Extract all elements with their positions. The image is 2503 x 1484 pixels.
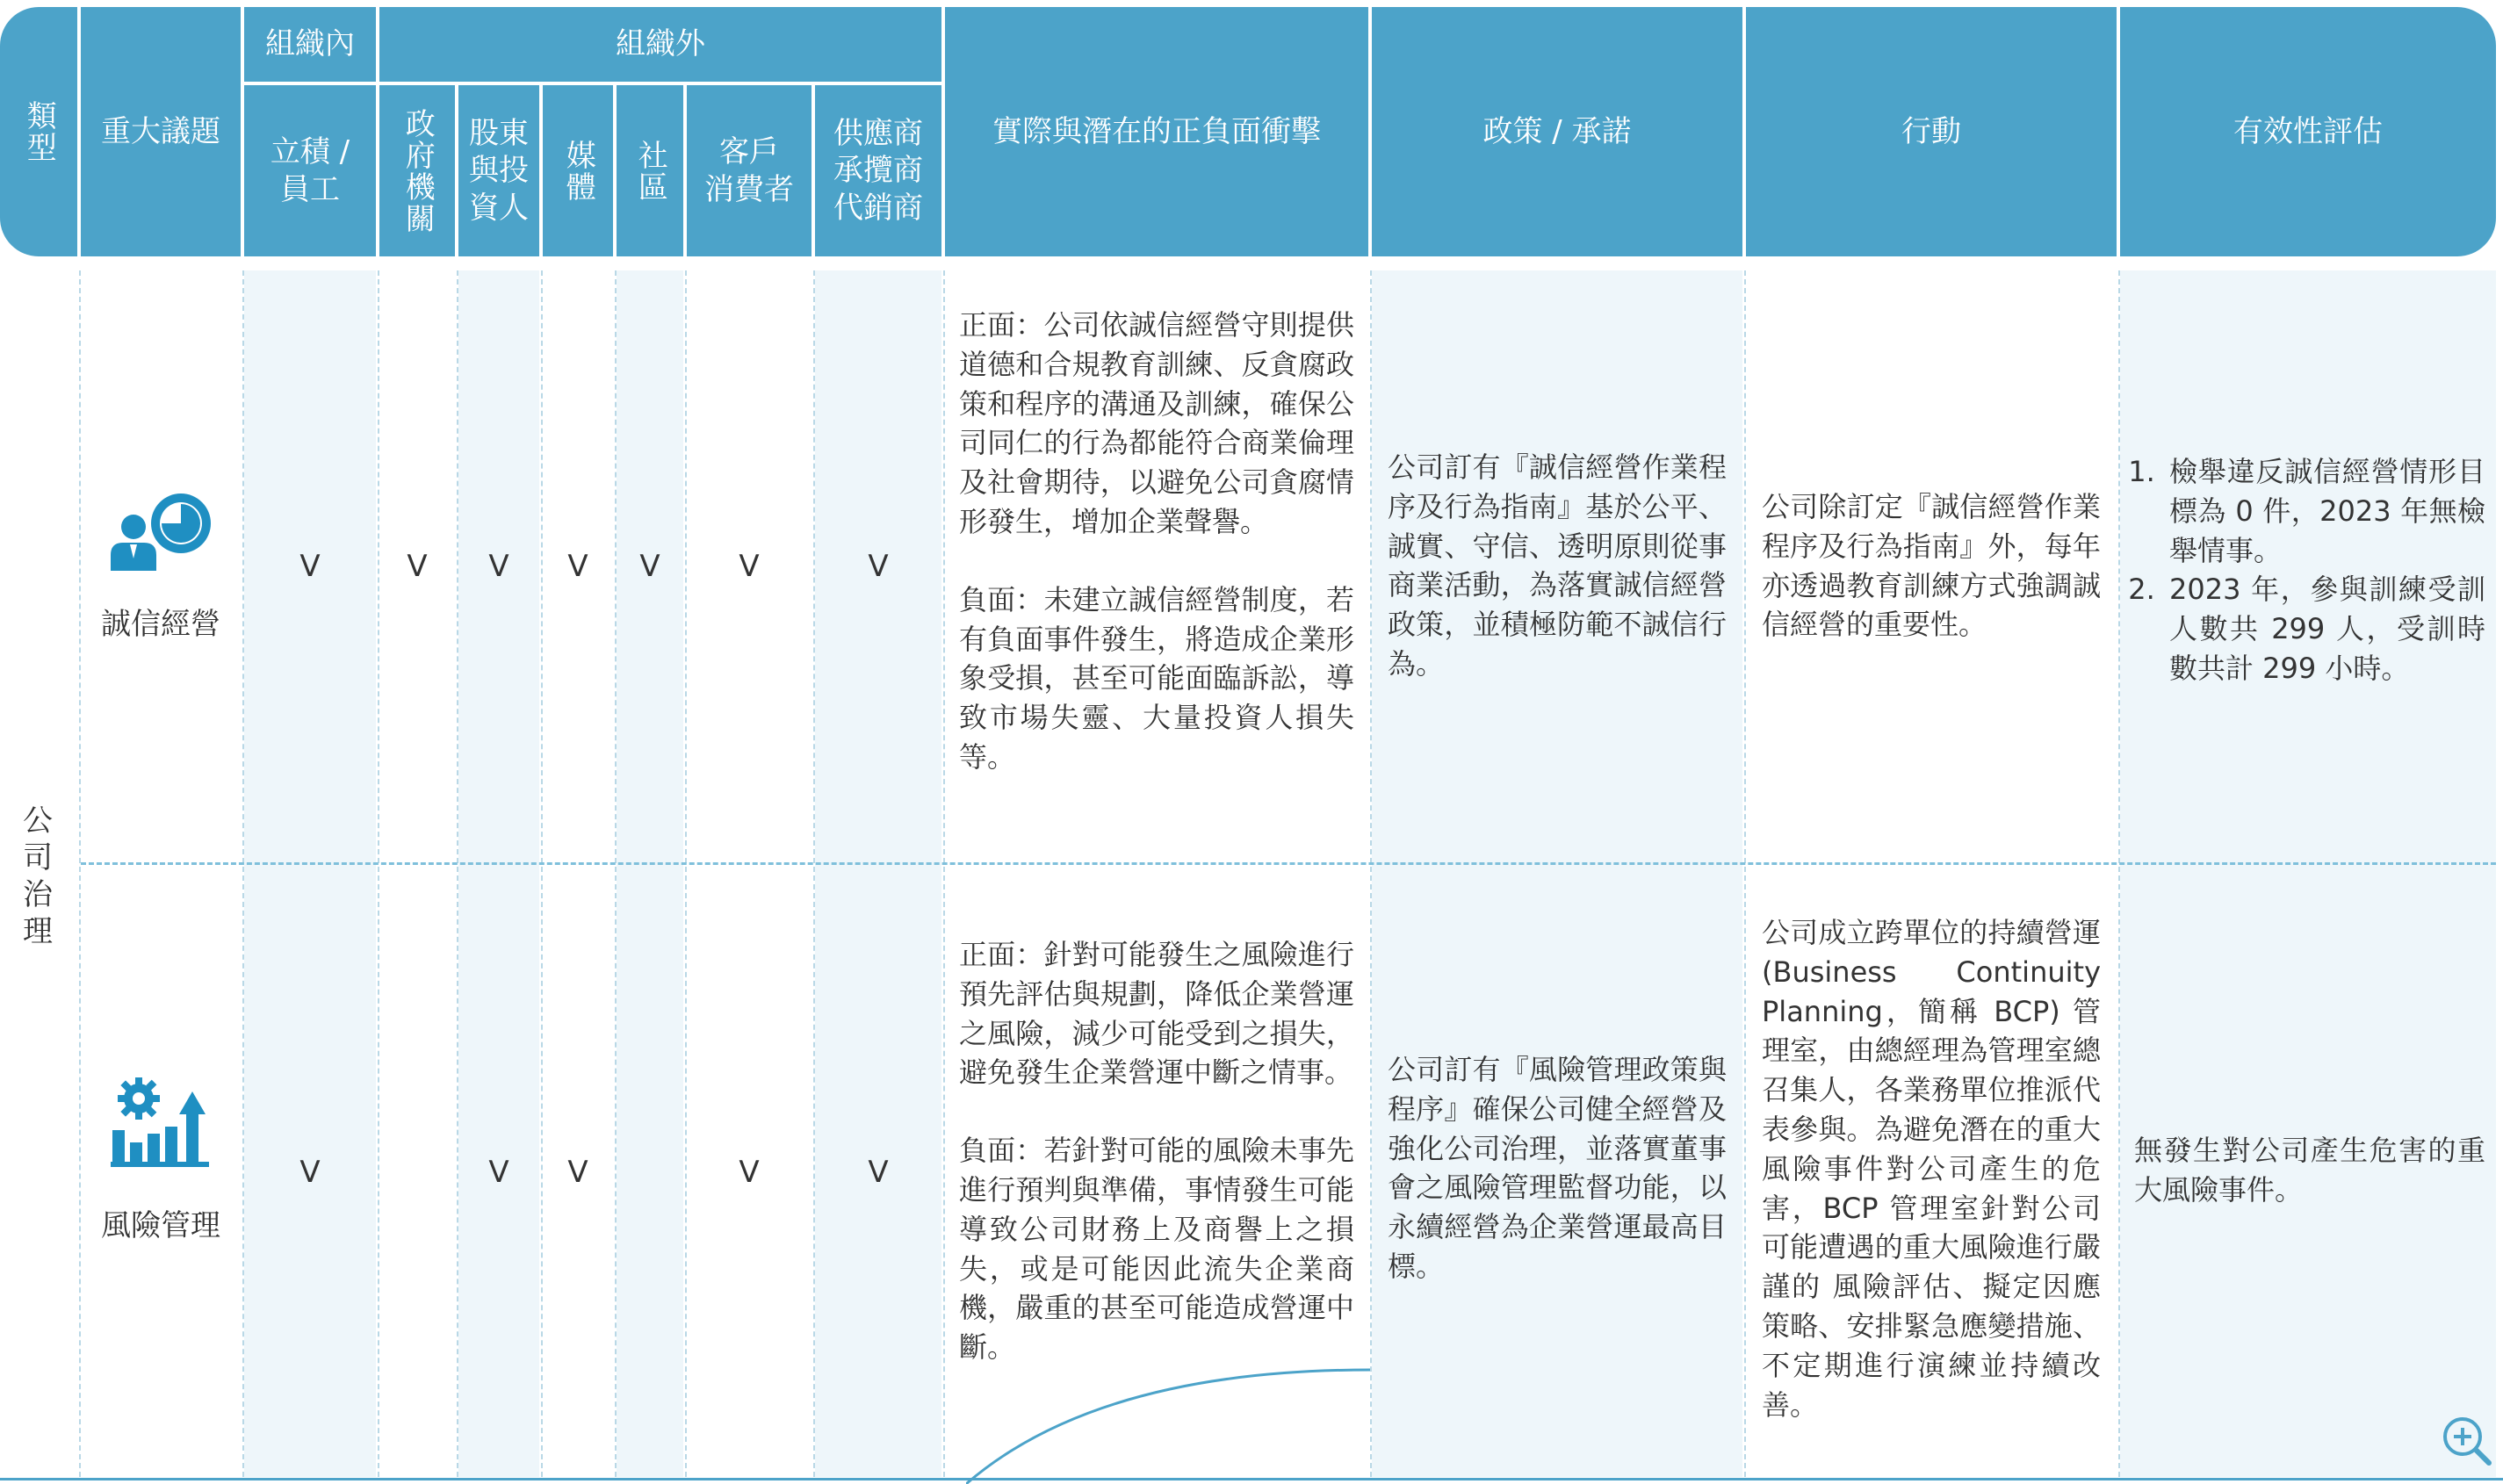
evaluation-item: 2. 2023 年，參與訓練受訓人數共 299 人，受訓時數共計 299 小時。 — [2164, 570, 2485, 688]
impact-negative: 負面：若針對可能的風險未事先進行預判與準備，事情發生可能導致公司財務上及商譽上之損失，或是可能因此流失企業商機，嚴重的甚至可能造成營運中斷。 — [959, 1134, 1354, 1365]
header-evaluation: 有效性評估 — [2120, 7, 2496, 256]
person-chart-icon — [104, 483, 218, 571]
divider — [615, 270, 617, 1477]
mark-shareholders: V — [488, 549, 509, 584]
mark-media: V — [567, 549, 588, 584]
header-category: 類型 — [0, 7, 77, 256]
decorative-curve — [966, 1352, 1379, 1484]
mark-employees: V — [299, 549, 321, 584]
category-label: 公司治理 — [17, 804, 53, 952]
divider — [541, 270, 543, 1477]
header-suppliers: 供應商 承攬商 代銷商 — [815, 85, 941, 256]
shade-shareholders — [458, 270, 539, 1477]
divider — [79, 270, 81, 1477]
evaluation-item: 1. 檢舉違反誠信經營情形目標為 0 件，2023 年無檢舉情事。 — [2164, 452, 2485, 570]
shade-employees — [244, 270, 376, 1477]
header-topic: 重大議題 — [81, 7, 241, 256]
header-internal-group: 組織內 — [244, 7, 376, 82]
divider — [242, 270, 244, 1477]
topic-integrity — [86, 483, 235, 643]
shade-suppliers — [815, 270, 941, 1477]
header-action: 行動 — [1746, 7, 2117, 256]
row-divider — [81, 862, 2496, 865]
mark-suppliers: V — [868, 549, 889, 584]
mark-customers: V — [739, 1155, 760, 1190]
mark-suppliers: V — [868, 1155, 889, 1190]
impact-negative: 負面：未建立誠信經營制度，若有負面事件發生，將造成企業形象受損，甚至可能面臨訴訟，導致市場失靈、大量投資人損失等。 — [959, 582, 1354, 774]
impact-positive: 正面：公司依誠信經營守則提供道德和合規教育訓練、反貪腐政策和程序的溝通及訓練，確保公司同仁的行為都能符合商業倫理及社會期待，以避免公司貪腐情形發生，增加企業聲譽。 — [959, 308, 1354, 538]
action-cell: 公司除訂定『誠信經營作業程序及行為指南』外，每年亦透過教育訓練方式強調誠信經營的重要性。 — [1762, 490, 2101, 642]
header-shareholders: 股東 與投 資人 — [458, 85, 539, 256]
mark-community: V — [639, 549, 660, 584]
impact-positive: 正面：針對可能發生之風險進行預先評估與規劃，降低企業營運之風險，減少可能受到之損失，避免發生企業營運中斷之情事。 — [959, 938, 1354, 1090]
topic-label: 誠信經營 — [101, 607, 220, 642]
mark-employees: V — [299, 1155, 321, 1190]
evaluation-cell: 無發生對公司產生危害的重大風險事件。 — [2134, 1134, 2485, 1207]
impact-cell — [959, 306, 1354, 777]
action-cell: 公司成立跨單位的持續營運 (Business Continuity Planning，簡稱 BCP) 管理室，由總經理為管理室總召集人，各業務單位推派代表參與。為避免潛在的重大風險事件對公司產生的危害，BCP 管理室針對公司可能遭遇的重大風險進行嚴謹的 風險評估、擬定因應策略、安排緊急應變措施、不定期進行演練並持續改善。 — [1762, 916, 2101, 1422]
header-community: 社區 — [617, 85, 683, 256]
header-customers: 客戶 消費者 — [687, 85, 811, 256]
shade-community — [617, 270, 683, 1477]
mark-shareholders: V — [488, 1155, 509, 1190]
divider — [1744, 270, 1746, 1477]
mark-government: V — [407, 549, 428, 584]
divider — [457, 270, 458, 1477]
header-external-group: 組織外 — [379, 7, 941, 82]
policy-cell: 公司訂有『風險管理政策與程序』確保公司健全經營及強化公司治理，並落實董事會之風險管理監督功能，以永續經營為企業營運最高目標。 — [1388, 1053, 1727, 1283]
header-government: 政府機關 — [379, 85, 455, 256]
divider — [1370, 270, 1372, 1477]
table-bottom-border — [0, 1478, 2503, 1480]
divider — [378, 270, 379, 1477]
mark-customers: V — [739, 549, 760, 584]
zoom-in-icon[interactable] — [2440, 1414, 2492, 1466]
header-policy: 政策 / 承諾 — [1372, 7, 1742, 256]
impact-cell — [959, 935, 1354, 1367]
divider — [2118, 270, 2120, 1477]
topic-label: 風險管理 — [101, 1208, 220, 1243]
policy-cell: 公司訂有『誠信經營作業程序及行為指南』基於公平、誠實、守信、透明原則從事商業活動，為落實誠信經營政策，並積極防範不誠信行為。 — [1388, 450, 1727, 681]
divider — [943, 270, 945, 1477]
divider — [813, 270, 815, 1477]
header-media: 媒體 — [543, 85, 613, 256]
topic-risk — [86, 1076, 235, 1244]
mark-media: V — [567, 1155, 588, 1190]
header-impact: 實際與潛在的正負面衝擊 — [945, 7, 1368, 256]
header-employees: 立積 / 員工 — [244, 85, 376, 256]
divider — [685, 270, 687, 1477]
evaluation-cell — [2134, 452, 2485, 688]
gear-chart-icon — [104, 1076, 218, 1172]
